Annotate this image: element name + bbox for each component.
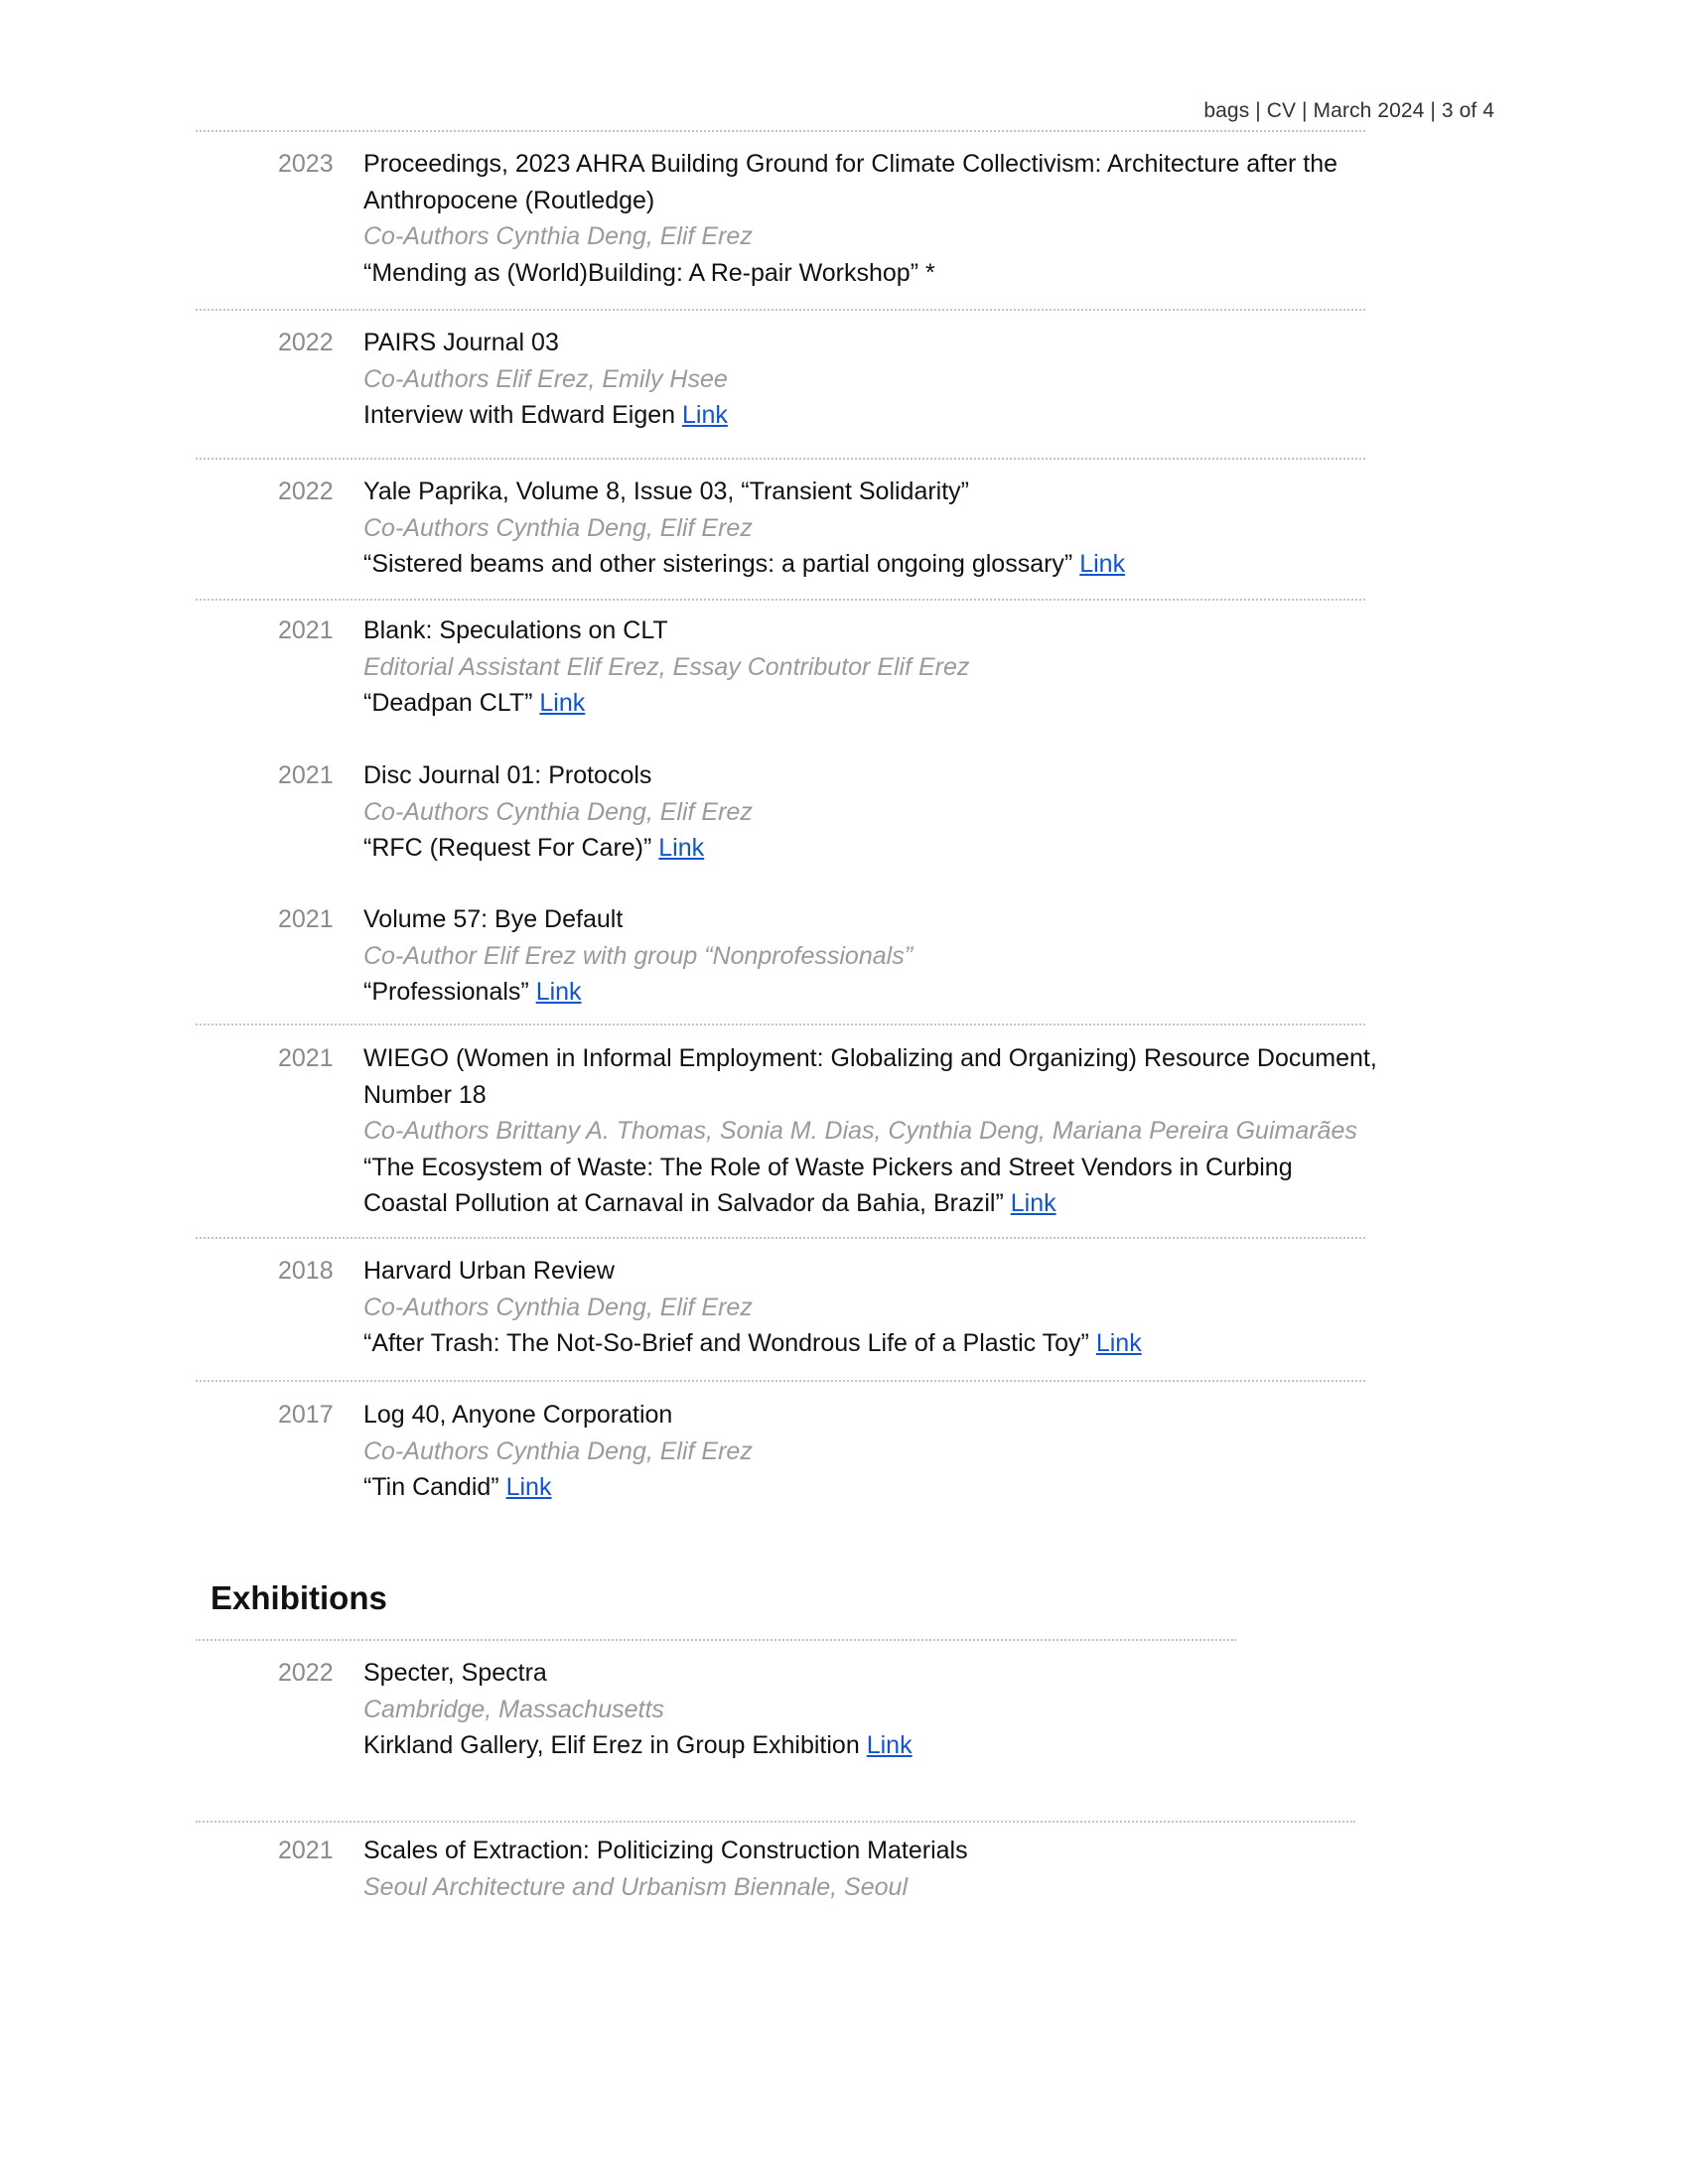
entry-year: 2021 [278, 616, 334, 644]
separator [196, 599, 1365, 601]
entry-credits: Co-Authors Brittany A. Thomas, Sonia M. Dias, Cynthia Deng, Mariana Pereira Guimarães [363, 1117, 1357, 1145]
entry-link[interactable]: Link [682, 401, 728, 429]
entry-title: Disc Journal 01: Protocols [363, 761, 652, 789]
entry-year: 2022 [278, 1659, 334, 1687]
entry-year: 2021 [278, 905, 334, 933]
entry-link[interactable]: Link [505, 1473, 552, 1501]
entry-link[interactable]: Link [1079, 550, 1126, 578]
entry-title: Specter, Spectra [363, 1659, 547, 1687]
entry-title: Log 40, Anyone Corporation [363, 1401, 673, 1429]
separator [196, 1821, 1355, 1823]
separator [196, 1024, 1365, 1025]
separator [196, 309, 1365, 311]
entry-year: 2021 [278, 761, 334, 789]
entry-credits: Co-Authors Cynthia Deng, Elif Erez [363, 1436, 753, 1465]
entry-work: Interview with Edward Eigen [363, 401, 676, 429]
entry-title: WIEGO (Women in Informal Employment: Globalizing and Organizing) Resource Document, Number 18 [363, 1044, 1377, 1109]
entry-year: 2021 [278, 1837, 334, 1864]
entry-credits: Co-Authors Elif Erez, Emily Hsee [363, 364, 728, 393]
entry-detail: Kirkland Gallery, Elif Erez in Group Exhibition [363, 1731, 860, 1759]
entry-work: “Sistered beams and other sisterings: a partial ongoing glossary” [363, 550, 1073, 578]
entry-title: PAIRS Journal 03 [363, 329, 559, 356]
entry-location: Seoul Architecture and Urbanism Biennale, Seoul [363, 1872, 908, 1901]
entry-title: Scales of Extraction: Politicizing Construction Materials [363, 1837, 968, 1864]
entry-location: Cambridge, Massachusetts [363, 1695, 664, 1723]
entry-year: 2023 [278, 150, 334, 178]
separator [196, 1237, 1365, 1239]
entry-link[interactable]: Link [539, 689, 586, 717]
separator [196, 458, 1365, 460]
entry-work: “Mending as (World)Building: A Re-pair Workshop” * [363, 258, 935, 287]
separator [196, 1380, 1365, 1382]
entry-title: Yale Paprika, Volume 8, Issue 03, “Transient Solidarity” [363, 478, 970, 505]
entry-year: 2022 [278, 478, 334, 505]
separator [196, 130, 1365, 132]
entry-link[interactable]: Link [535, 978, 582, 1006]
entry-credits: Co-Authors Cynthia Deng, Elif Erez [363, 1293, 753, 1321]
entry-title: Harvard Urban Review [363, 1257, 615, 1285]
entry-link[interactable]: Link [658, 834, 705, 862]
entry-year: 2021 [278, 1044, 334, 1072]
section-heading-exhibitions: Exhibitions [211, 1579, 387, 1616]
entry-title: Proceedings, 2023 AHRA Building Ground for Climate Collectivism: Architecture after the Anthropocene (Routledge) [363, 150, 1338, 214]
entry-work: “After Trash: The Not-So-Brief and Wondrous Life of a Plastic Toy” [363, 1329, 1089, 1357]
entry-credits: Co-Author Elif Erez with group “Nonprofessionals” [363, 941, 914, 970]
entry-link[interactable]: Link [1095, 1329, 1142, 1357]
entry-link[interactable]: Link [866, 1731, 913, 1759]
entry-credits: Editorial Assistant Elif Erez, Essay Contributor Elif Erez [363, 652, 970, 681]
entry-year: 2017 [278, 1401, 334, 1429]
entry-credits: Co-Authors Cynthia Deng, Elif Erez [363, 797, 753, 826]
entry-link[interactable]: Link [1010, 1189, 1056, 1217]
entry-work: “Deadpan CLT” [363, 689, 533, 717]
entry-work: “Professionals” [363, 978, 529, 1006]
entry-work: “RFC (Request For Care)” [363, 834, 652, 862]
entry-year: 2018 [278, 1257, 334, 1285]
entry-title: Blank: Speculations on CLT [363, 616, 668, 644]
entry-year: 2022 [278, 329, 334, 356]
entry-work: “The Ecosystem of Waste: The Role of Waste Pickers and Street Vendors in Curbing Coastal Pollution at Carnaval in Salvador da Bahia, Brazil” [363, 1153, 1293, 1217]
entry-title: Volume 57: Bye Default [363, 905, 624, 933]
entry-credits: Co-Authors Cynthia Deng, Elif Erez [363, 222, 753, 250]
entry-credits: Co-Authors Cynthia Deng, Elif Erez [363, 513, 753, 542]
page-header: bags | CV | March 2024 | 3 of 4 [1203, 99, 1494, 122]
separator [196, 1639, 1236, 1641]
entry-work: “Tin Candid” [363, 1473, 499, 1501]
